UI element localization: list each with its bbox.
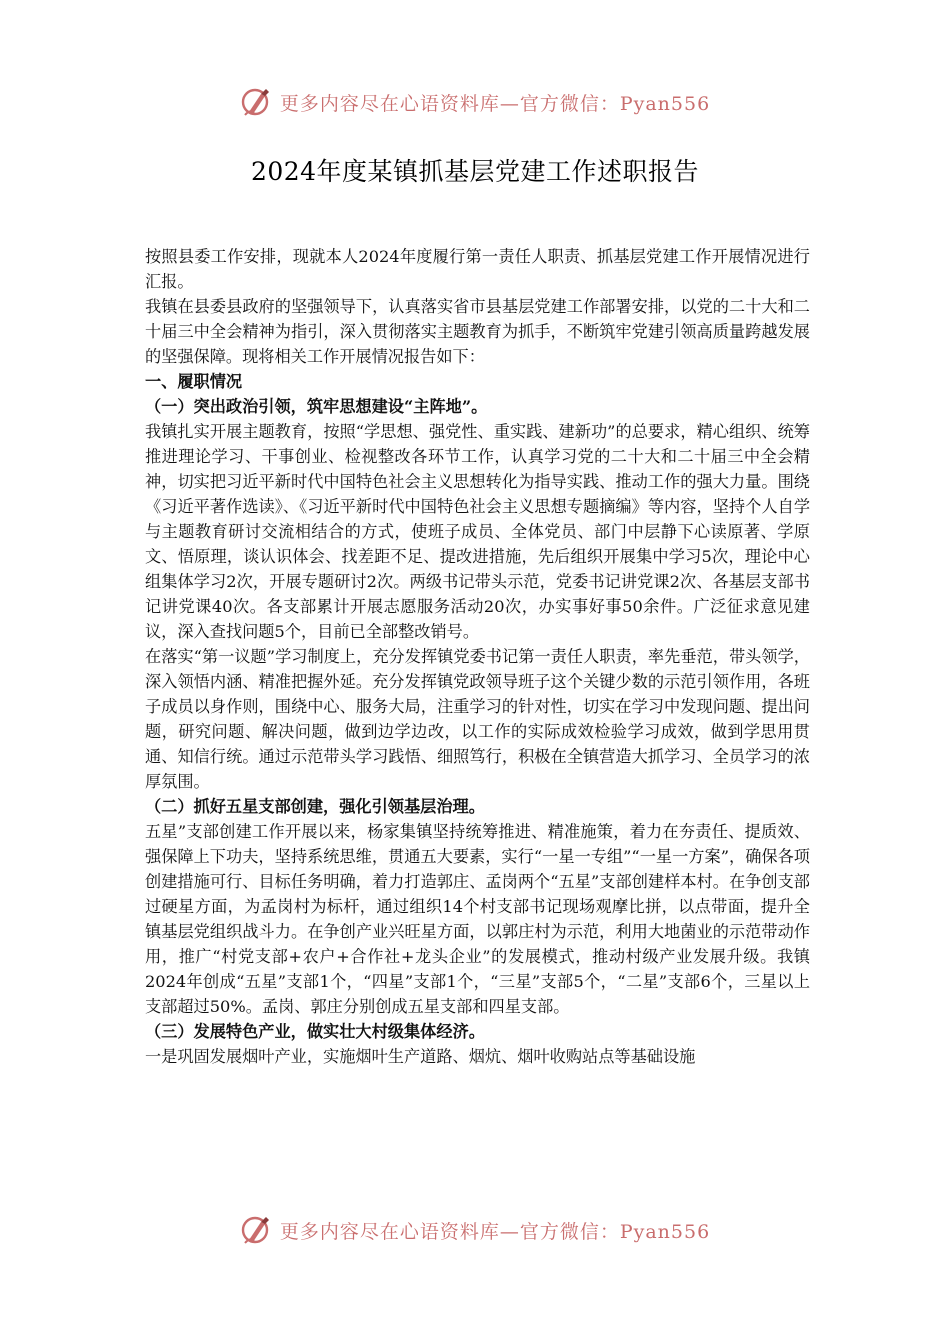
pen-logo-icon	[240, 1213, 274, 1247]
section-heading: （三）发展特色产业，做实壮大村级集体经济。	[145, 1022, 485, 1041]
paragraph: 我镇在县委县政府的坚强领导下，认真落实省市县基层党建工作部署安排，以党的二十大和二十届三中全会精神为指引，深入贯彻落实主题教育为抓手，不断筑牢党建引领高质量跨越发展的坚强保障。现将相关工作开展情况报告如下：	[145, 297, 810, 366]
header-banner	[0, 82, 950, 122]
document-body	[145, 244, 810, 1069]
paragraph: 五星”支部创建工作开展以来，杨家集镇坚持统筹推进、精准施策，着力在夯责任、提质效、强保障上下功夫，坚持系统思维，贯通五大要素，实行“一星一专组”“一星一方案”，确保各项创建措施可行、目标任务明确，着力打造郭庄、孟岗两个“五星”支部创建样本村。在争创支部过硬星方面，为孟岗村为标杆，通过组织14个村支部书记现场观摩比拼，以点带面，提升全镇基层党组织战斗力。在争创产业兴旺星方面，以郭庄村为示范，利用大地菌业的示范带动作用，推广“村党支部+农户+合作社+龙头企业”的发展模式，推动村级产业发展升级。我镇2024年创成“五星”支部1个，“四星”支部1个，“三星”支部5个，“二星”支部6个，三星以上支部超过50%。孟岗、郭庄分别创成五星支部和四星支部。	[145, 822, 811, 1016]
paragraph: 按照县委工作安排，现就本人2024年度履行第一责任人职责、抓基层党建工作开展情况进行汇报。	[145, 247, 810, 291]
paragraph: 我镇扎实开展主题教育，按照“学思想、强党性、重实践、建新功”的总要求，精心组织、统筹推进理论学习、干事创业、检视整改各环节工作，认真学习党的二十大和二十届三中全会精神，切实把习近平新时代中国特色社会主义思想转化为指导实践、推动工作的强大力量。围绕《习近平著作选读》、《习近平新时代中国特色社会主义思想专题摘编》等内容，坚持个人自学与主题教育研讨交流相结合的方式，使班子成员、全体党员、部门中层静下心读原著、学原文、悟原理，谈认识体会、找差距不足、提改进措施，先后组织开展集中学习5次，理论中心组集体学习2次，开展专题研讨2次。两级书记带头示范，党委书记讲党课2次、各基层支部书记讲党课40次。各支部累计开展志愿服务活动20次，办实事好事50余件。广泛征求意见建议，深入查找问题5个，目前已全部整改销号。	[145, 422, 810, 641]
section-heading: （一）突出政治引领，筑牢思想建设“主阵地”。	[145, 397, 488, 416]
section-heading: （二）抓好五星支部创建，强化引领基层治理。	[145, 797, 485, 816]
banner-text: 更多内容尽在心语资料库—官方微信：Pyan556	[279, 92, 711, 115]
banner-text: 更多内容尽在心语资料库—官方微信：Pyan556	[279, 1220, 711, 1243]
paragraph: 一是巩固发展烟叶产业，实施烟叶生产道路、烟炕、烟叶收购站点等基础设施	[145, 1047, 696, 1066]
paragraph: 在落实“第一议题”学习制度上，充分发挥镇党委书记第一责任人职责，率先垂范，带头领学，深入领悟内涵、精准把握外延。充分发挥镇党政领导班子这个关键少数的示范引领作用，各班子成员以身作则，围绕中心、服务大局，注重学习的针对性，切实在学习中发现问题、提出问题，研究问题、解决问题，做到边学边改，以工作的实际成效检验学习成效，做到学思用贯通、知信行统。通过示范带头学习践悟、细照笃行，积极在全镇营造大抓学习、全员学习的浓厚氛围。	[145, 647, 810, 791]
document-title: 2024年度某镇抓基层党建工作述职报告	[250, 157, 700, 186]
footer-banner	[0, 1210, 950, 1250]
pen-logo-icon	[240, 85, 274, 119]
section-heading: 一、履职情况	[145, 372, 243, 391]
